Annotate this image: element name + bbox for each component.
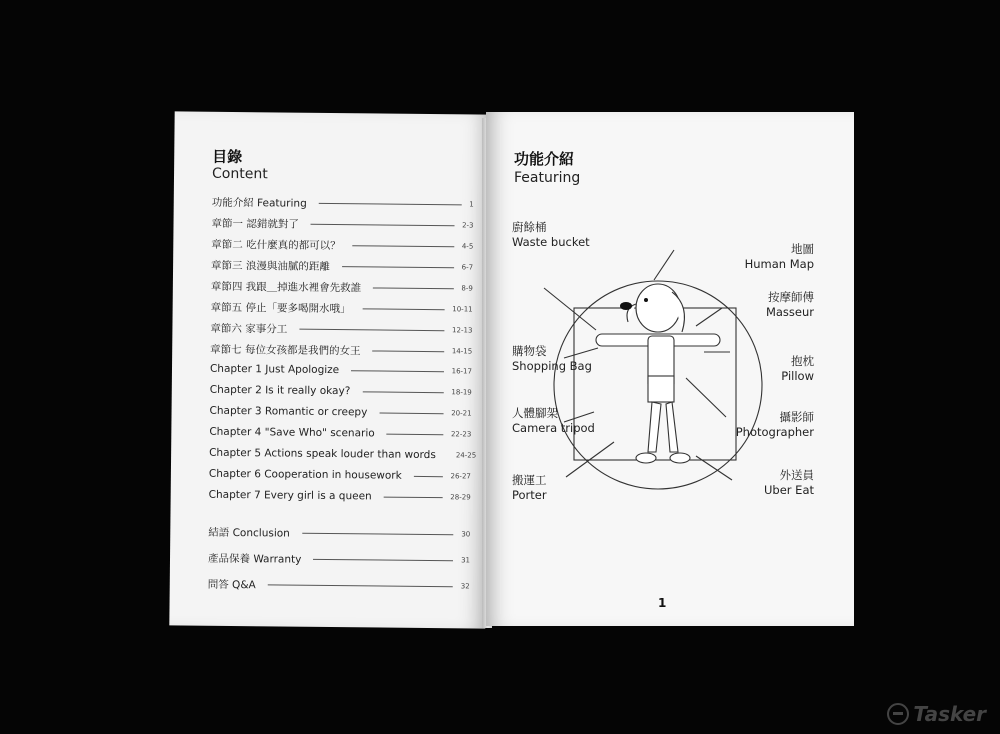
page-number: 1	[658, 596, 667, 610]
toc-entry: 章節一 認錯就對了 2-3	[211, 217, 474, 231]
toc-entry: 章節二 吃什麼真的都可以？ 4-5	[211, 238, 474, 252]
contents-title-zh: 目錄	[212, 147, 243, 167]
featuring-title-en: Featuring	[514, 170, 581, 186]
toc-entry: Chapter 6 Cooperation in housework 26-27	[208, 467, 471, 482]
feature-pillow: 抱枕 Pillow	[781, 354, 814, 383]
toc-entry: Chapter 7 Every girl is a queen 28-29	[208, 488, 471, 503]
tasker-logo-icon	[887, 703, 909, 725]
feature-waste-bucket: 廚餘桶 Waste bucket	[512, 220, 590, 249]
toc-entry: 結語 Conclusion 30	[208, 526, 471, 540]
toc-entry: 產品保養 Warranty 31	[207, 552, 471, 566]
featuring-page	[486, 112, 854, 626]
toc-entry: Chapter 3 Romantic or creepy 20-21	[209, 404, 472, 419]
featuring-title-zh: 功能介紹	[514, 150, 575, 168]
toc-entry: Chapter 4 "Save Who" scenario 22-23	[209, 425, 472, 440]
toc-entry: 問答 Q&A 32	[207, 578, 470, 591]
dog-eye	[644, 298, 648, 302]
feature-human-map: 地圖 Human Map	[744, 242, 814, 271]
toc-entry: 章節七 每位女孩都是我們的女王 14-15	[210, 343, 473, 357]
contents-page	[169, 111, 490, 628]
toc-entry: Chapter 1 Just Apologize 16-17	[209, 362, 473, 377]
toc-entry: Chapter 2 Is it really okay? 18-19	[209, 383, 472, 398]
feature-uber-eat: 外送員 Uber Eat	[764, 468, 814, 497]
dog-nose	[620, 302, 632, 310]
tasker-watermark: Tasker	[887, 702, 986, 726]
toc-entry: 章節五 停止「要多喝開水哦」 10-11	[210, 301, 473, 315]
contents-title-en: Content	[211, 165, 268, 183]
toc-entry: 章節四 我跟＿掉進水裡會先救誰 8-9	[210, 280, 473, 294]
toc-entry: 章節三 浪漫與油膩的距離 6-7	[211, 259, 474, 273]
feature-photographer: 攝影師 Photographer	[735, 410, 814, 439]
feature-shopping-bag: 購物袋 Shopping Bag	[512, 344, 592, 373]
feature-porter: 搬運工 Porter	[512, 473, 547, 502]
toc-entry: 功能介紹 Featuring 1	[211, 196, 474, 210]
toc-entry: 章節六 家事分工 12-13	[210, 322, 473, 336]
feature-masseur: 按摩師傅 Masseur	[765, 290, 814, 319]
feature-camera-tripod: 人體腳架 Camera tripod	[512, 406, 595, 435]
toc-entry: Chapter 5 Actions speak louder than words 24-25	[209, 446, 477, 462]
